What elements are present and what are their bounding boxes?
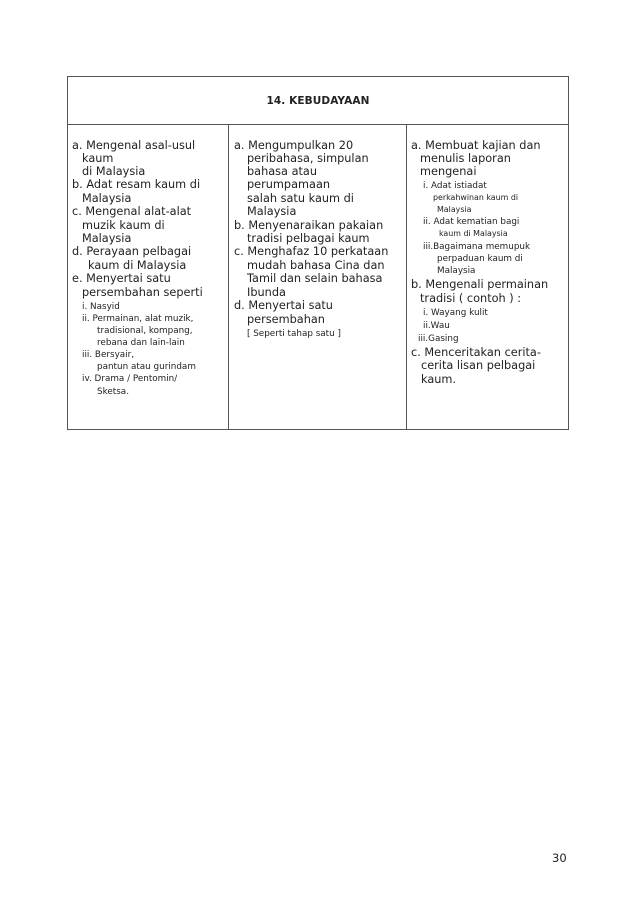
text-line: rebana dan lain-lain	[97, 338, 185, 348]
text-line: kaum	[82, 152, 114, 165]
text-line: Malaysia	[437, 205, 472, 214]
text-line: di Malaysia	[82, 165, 146, 178]
text-line: a. Membuat kajian dan	[411, 139, 541, 152]
text-line: Malaysia	[82, 232, 132, 245]
text-line: d. Perayaan pelbagai	[72, 245, 192, 258]
text-line: bahasa atau	[247, 165, 318, 178]
text-line: c. Menghafaz 10 perkataan	[234, 245, 389, 258]
text-line: perkahwinan kaum di	[433, 193, 519, 202]
text-line: menulis laporan	[420, 152, 511, 165]
text-line: tradisional, kompang,	[97, 326, 193, 336]
column-3	[407, 125, 568, 429]
kebudayaan-table	[67, 76, 569, 430]
text-line: Tamil dan selain bahasa	[247, 272, 383, 285]
text-line: c. Mengenal alat-alat	[72, 205, 192, 218]
page-number: 30	[552, 851, 567, 865]
text-line: ii.Wau	[423, 321, 450, 331]
text-line: mudah bahasa Cina dan	[247, 259, 385, 272]
text-line: Malaysia	[437, 266, 476, 276]
text-line: e. Menyertai satu	[72, 272, 171, 285]
text-line: pantun atau gurindam	[97, 362, 196, 372]
text-line: iii. Bersyair,	[82, 350, 135, 360]
text-line: a. Mengenal asal-usul	[72, 139, 196, 152]
column-1	[68, 125, 229, 429]
text-line: cerita lisan pelbagai	[421, 359, 536, 372]
text-line: a. Mengumpulkan 20	[234, 139, 354, 152]
text-line: kaum di Malaysia	[439, 229, 508, 238]
text-line: kaum.	[421, 373, 457, 386]
text-line: peribahasa, simpulan	[247, 152, 369, 165]
text-line: muzik kaum di	[82, 219, 165, 232]
text-line: b. Mengenali permainan	[411, 278, 549, 291]
text-line: perpaduan kaum di	[437, 254, 523, 264]
text-line: iii.Gasing	[418, 334, 459, 344]
text-line: i. Nasyid	[82, 302, 120, 312]
text-line: [ Seperti tahap satu ]	[247, 329, 341, 339]
text-line: kaum di Malaysia	[88, 259, 187, 272]
text-line: i. Wayang kulit	[423, 308, 488, 318]
text-line: perumpamaan	[247, 178, 331, 191]
text-line: Malaysia	[247, 205, 297, 218]
text-line: b. Adat resam kaum di	[72, 178, 201, 191]
text-line: salah satu kaum di	[247, 192, 354, 205]
text-line: mengenai	[420, 165, 477, 178]
text-line: ii. Permainan, alat muzik,	[82, 314, 194, 324]
text-line: ii. Adat kematian bagi	[423, 217, 520, 227]
text-line: iv. Drama / Pentomin/	[82, 374, 178, 384]
text-line: Ibunda	[247, 286, 286, 299]
text-line: c. Menceritakan cerita-	[411, 346, 541, 359]
text-line: iii.Bagaimana memupuk	[423, 242, 531, 252]
text-line: b. Menyenaraikan pakaian	[234, 219, 384, 232]
column-2	[229, 125, 407, 429]
text-line: tradisi pelbagai kaum	[247, 232, 370, 245]
text-line: Malaysia	[82, 192, 132, 205]
table-header	[68, 77, 568, 125]
text-line: d. Menyertai satu	[234, 299, 333, 312]
table-title: 14. KEBUDAYAAN	[266, 95, 370, 107]
text-line: i. Adat istiadat	[423, 181, 487, 191]
text-line: persembahan seperti	[82, 286, 203, 299]
text-line: persembahan	[247, 313, 325, 326]
text-line: Sketsa.	[97, 387, 129, 397]
text-line: tradisi ( contoh ) :	[420, 292, 522, 305]
